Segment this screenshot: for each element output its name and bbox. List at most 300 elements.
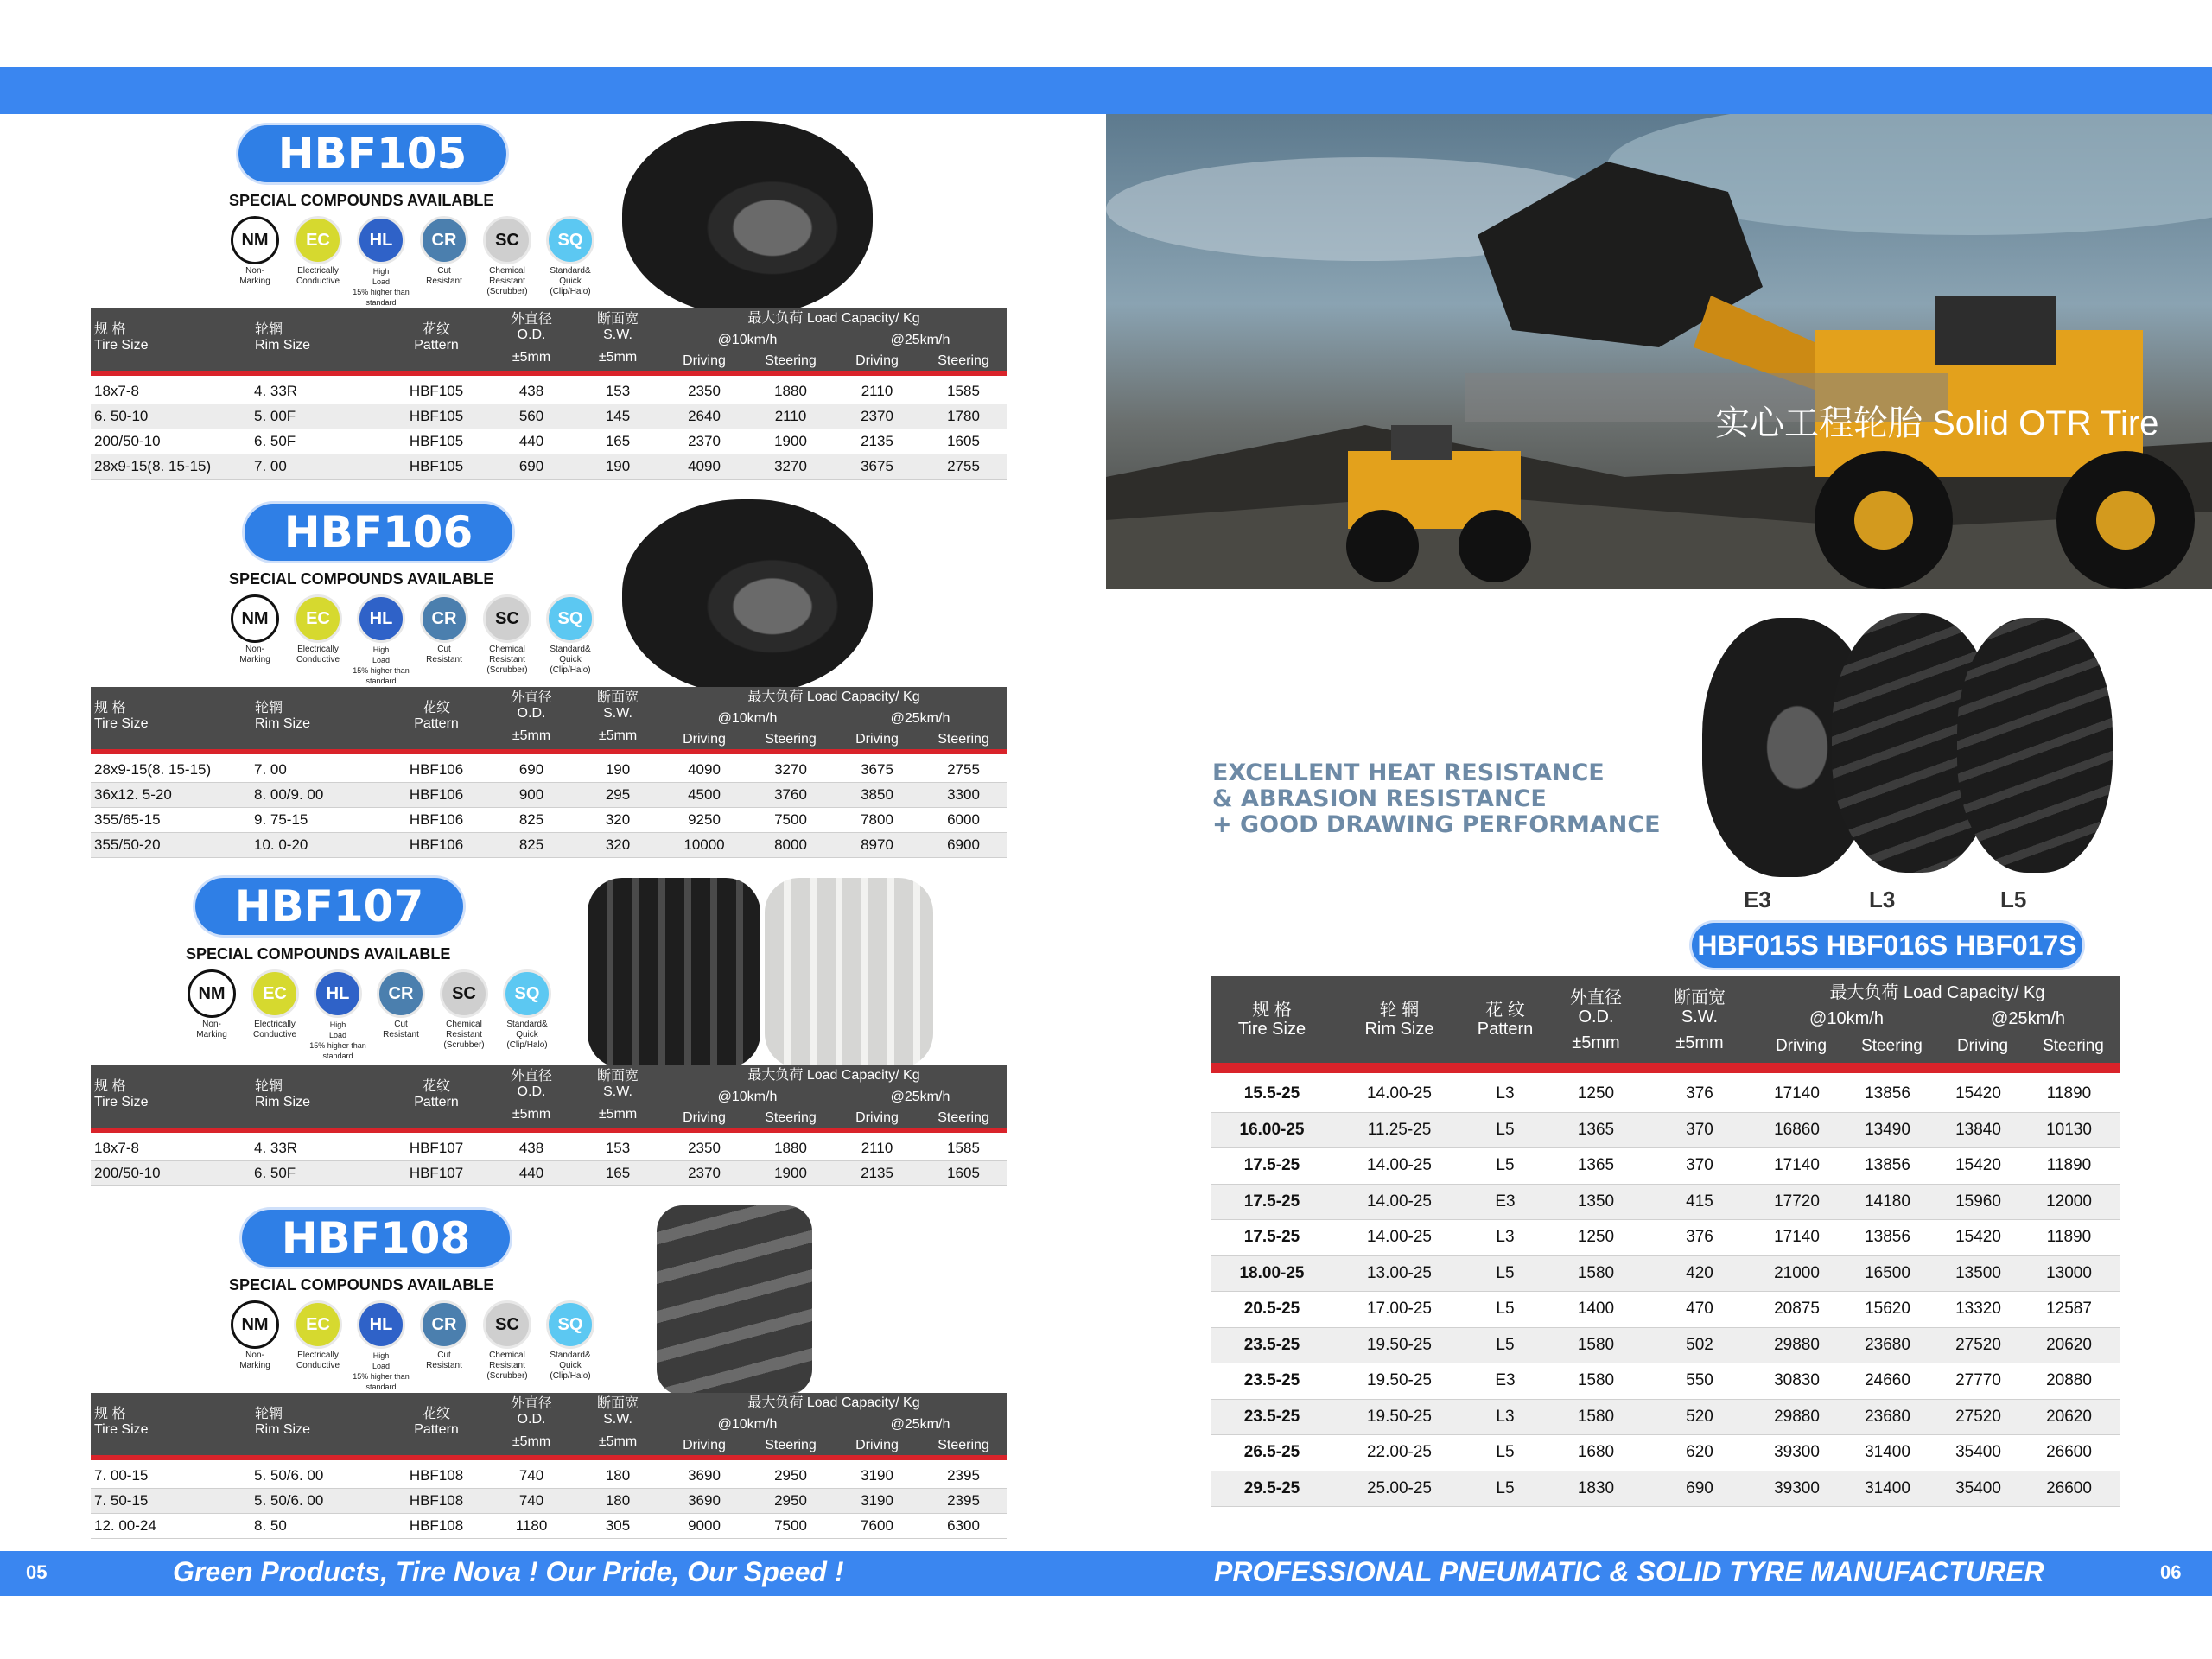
otr-table-cell: L5 [1496, 1300, 1515, 1319]
table-row [91, 1464, 1007, 1489]
compound-sq-icon: SQ [546, 216, 594, 264]
table-cell: 6. 50F [254, 1165, 296, 1181]
otr-table-cell: 376 [1686, 1084, 1713, 1103]
compound-sc-icon: SC [483, 594, 531, 643]
otr-h-rim-cn: 轮 辋 [1379, 1001, 1420, 1020]
table-row [91, 783, 1007, 808]
otr-table-cell: 18.00-25 [1239, 1263, 1305, 1282]
model-tyre-image [622, 121, 873, 315]
table-header [91, 1393, 1007, 1455]
table-cell: 2395 [947, 1492, 980, 1509]
otr-table-cell: 1250 [1577, 1228, 1615, 1247]
table-cell: 18x7-8 [94, 1140, 139, 1156]
page-number-left: 05 [26, 1561, 48, 1583]
otr-table-cell: 550 [1686, 1371, 1713, 1390]
table-cell: 7500 [774, 811, 807, 828]
compound-cr-label: Cut Resistant [383, 1020, 419, 1039]
otr-table-cell: 15620 [1865, 1300, 1910, 1319]
otr-h-sw-tol: ±5mm [1675, 1033, 1724, 1052]
h-driving: Driving [683, 732, 726, 747]
otr-table-cell: 470 [1686, 1300, 1713, 1319]
otr-table-cell: E3 [1495, 1192, 1516, 1211]
h-load: 最大负荷 Load Capacity/ Kg [747, 1395, 920, 1410]
table-cell: 18x7-8 [94, 383, 139, 399]
h-size: 规 格 Tire Size [94, 701, 149, 731]
table-cell: 4090 [688, 761, 721, 778]
otr-table-row [1211, 1185, 2120, 1221]
table-cell: HBF105 [409, 383, 464, 399]
table-cell: HBF108 [409, 1492, 464, 1509]
compound-nm-icon: NM [231, 594, 279, 643]
otr-table-cell: 17140 [1774, 1228, 1820, 1247]
table-cell: 320 [605, 811, 631, 828]
table-cell: 2135 [861, 1165, 893, 1181]
otr-table-cell: L3 [1496, 1407, 1515, 1426]
otr-table-cell: 17.00-25 [1366, 1300, 1432, 1319]
table-cell: 690 [518, 761, 544, 778]
compound-hl-label: High Load 15% higher than standard [353, 267, 410, 307]
otr-table-cell: 12000 [2046, 1192, 2092, 1211]
compound-nm-icon: NM [231, 1300, 279, 1349]
otr-table-header [1211, 976, 2120, 1063]
h-size: 规 格 Tire Size [94, 1407, 149, 1437]
h-load: 最大负荷 Load Capacity/ Kg [747, 311, 920, 326]
table-cell: 825 [518, 811, 544, 828]
otr-h-pattern-en: Pattern [1477, 1020, 1534, 1039]
h-driving: Driving [855, 1110, 899, 1125]
table-cell: HBF105 [409, 433, 464, 449]
compound-sc-label: Chemical Resistant (Scrubber) [486, 1351, 528, 1381]
table-cell: 2110 [774, 408, 807, 424]
otr-table-cell: 415 [1686, 1192, 1713, 1211]
table-row [91, 1514, 1007, 1539]
table-cell: 355/50-20 [94, 836, 161, 853]
otr-table-cell: L5 [1496, 1443, 1515, 1462]
h-driving: Driving [855, 1438, 899, 1452]
otr-header-red-rule [1211, 1063, 2120, 1073]
table-cell: 7800 [861, 811, 893, 828]
table-cell: 2950 [774, 1467, 807, 1484]
special-compounds-label: SPECIAL COMPOUNDS AVAILABLE [186, 945, 451, 963]
otr-table-cell: 11890 [2046, 1228, 2092, 1247]
table-cell: 7. 00 [254, 761, 287, 778]
otr-table-cell: L3 [1496, 1084, 1515, 1103]
table-cell: 7500 [774, 1517, 807, 1534]
compound-ec-icon: EC [294, 594, 342, 643]
model-tyre-image [622, 499, 873, 694]
otr-table-cell: 39300 [1774, 1478, 1820, 1497]
table-cell: 6000 [947, 811, 980, 828]
h-driving: Driving [855, 732, 899, 747]
compound-cr-label: Cut Resistant [426, 645, 462, 664]
otr-table-row [1211, 1220, 2120, 1256]
otr-table-row [1211, 1256, 2120, 1293]
otr-table-row [1211, 1113, 2120, 1149]
otr-table-cell: 15420 [1955, 1084, 2001, 1103]
compound-sc-icon: SC [483, 1300, 531, 1349]
compound-sc-label: Chemical Resistant (Scrubber) [486, 266, 528, 296]
table-cell: 4090 [688, 458, 721, 474]
table-cell: 6. 50-10 [94, 408, 149, 424]
otr-h-speed25: @25km/h [1991, 1009, 2065, 1028]
h-rim: 轮辋 Rim Size [255, 701, 311, 731]
table-cell: 190 [605, 761, 631, 778]
otr-h-od-en: O.D. [1578, 1007, 1614, 1027]
table-cell: 9000 [688, 1517, 721, 1534]
table-row [91, 379, 1007, 404]
otr-table-cell: 23680 [1865, 1407, 1910, 1426]
h-pattern: 花纹 Pattern [414, 1407, 459, 1437]
model-tyre-image [657, 1205, 812, 1395]
table-cell: 28x9-15(8. 15-15) [94, 458, 212, 474]
compound-ec-label: Electrically Conductive [296, 645, 340, 664]
table-cell: 2755 [947, 761, 980, 778]
otr-table-cell: 420 [1686, 1263, 1713, 1282]
compound-hl-label: High Load 15% higher than standard [353, 645, 410, 685]
table-cell: 3190 [861, 1467, 893, 1484]
model-spec-table [91, 687, 1007, 858]
otr-table-cell: 17.5-25 [1243, 1228, 1300, 1247]
otr-table-cell: 29880 [1774, 1407, 1820, 1426]
otr-table-cell: 13856 [1865, 1084, 1910, 1103]
compound-nm-label: Non- Marking [196, 1020, 227, 1039]
compound-sq-label: Standard& Quick (Clip/Halo) [506, 1020, 548, 1050]
otr-table-cell: 17140 [1774, 1156, 1820, 1175]
model-title-pill: HBF107 [195, 878, 463, 935]
otr-table-row [1211, 1328, 2120, 1364]
otr-table-cell: 13856 [1865, 1156, 1910, 1175]
h-od: 外直径 O.D. ±5mm [510, 312, 552, 365]
table-cell: 8000 [774, 836, 807, 853]
table-cell: 7. 00-15 [94, 1467, 149, 1484]
otr-table-cell: 10130 [2046, 1120, 2092, 1139]
compound-nm-icon: NM [188, 969, 236, 1018]
otr-spec-table [1211, 976, 2120, 1507]
otr-table-cell: 502 [1686, 1335, 1713, 1354]
feature-3: + GOOD DRAWING PERFORMANCE [1212, 811, 1661, 838]
otr-table-cell: 22.00-25 [1366, 1443, 1432, 1462]
otr-table-cell: 27770 [1955, 1371, 2001, 1390]
table-cell: 1780 [947, 408, 980, 424]
otr-table-cell: 20620 [2046, 1407, 2092, 1426]
compound-sq-label: Standard& Quick (Clip/Halo) [550, 645, 591, 675]
feature-list [1212, 760, 1661, 838]
otr-table-cell: 19.50-25 [1366, 1335, 1432, 1354]
table-cell: 5. 00F [254, 408, 296, 424]
otr-table-cell: 24660 [1865, 1371, 1910, 1390]
table-body [91, 754, 1007, 858]
otr-h-load: 最大负荷 Load Capacity/ Kg [1829, 983, 2045, 1002]
table-cell: 28x9-15(8. 15-15) [94, 761, 212, 778]
table-cell: 200/50-10 [94, 433, 161, 449]
table-row [91, 429, 1007, 454]
table-cell: 10. 0-20 [254, 836, 308, 853]
top-banner-bar [0, 67, 2212, 114]
otr-table-cell: E3 [1495, 1371, 1516, 1390]
table-cell: 7. 00 [254, 458, 287, 474]
table-cell: 1180 [515, 1517, 548, 1534]
h-speed10: @10km/h [717, 333, 778, 347]
otr-table-row [1211, 1077, 2120, 1113]
h-steering: Steering [765, 732, 817, 747]
table-cell: 440 [518, 1165, 544, 1181]
table-cell: 1605 [947, 433, 980, 449]
h-steering: Steering [765, 1438, 817, 1452]
model-title-pill: HBF108 [242, 1210, 510, 1267]
table-cell: 7600 [861, 1517, 893, 1534]
table-row [91, 1136, 1007, 1161]
otr-table-cell: 376 [1686, 1228, 1713, 1247]
otr-table-cell: 17140 [1774, 1084, 1820, 1103]
model-section-hbf105 [0, 121, 1106, 501]
h-speed10: @10km/h [717, 711, 778, 726]
compound-sq-label: Standard& Quick (Clip/Halo) [550, 1351, 591, 1381]
otr-h-size-cn: 规 格 [1252, 1001, 1292, 1020]
otr-table-cell: 29.5-25 [1243, 1478, 1300, 1497]
compound-cr-icon: CR [420, 594, 468, 643]
table-cell: 440 [518, 433, 544, 449]
otr-table-cell: 690 [1686, 1478, 1713, 1497]
table-cell: 9. 75-15 [254, 811, 308, 828]
table-cell: 10000 [683, 836, 725, 853]
table-header [91, 308, 1007, 371]
table-cell: 36x12. 5-20 [94, 786, 172, 803]
model-spec-table [91, 308, 1007, 480]
model-section-hbf108 [0, 1205, 1106, 1586]
otr-table-cell: 1580 [1577, 1263, 1615, 1282]
compound-hl-icon: HL [357, 594, 405, 643]
otr-h-speed10: @10km/h [1809, 1009, 1884, 1028]
table-cell: 6300 [947, 1517, 980, 1534]
table-row [91, 404, 1007, 429]
table-cell: 1900 [774, 433, 807, 449]
table-cell: 1585 [947, 383, 980, 399]
h-driving: Driving [683, 353, 726, 368]
otr-table-cell: 15.5-25 [1243, 1084, 1300, 1103]
table-cell: 305 [605, 1517, 631, 1534]
pattern-label-l5: L5 [2000, 887, 2027, 912]
table-cell: 5. 50/6. 00 [254, 1467, 324, 1484]
compound-sq-icon: SQ [546, 594, 594, 643]
table-cell: 560 [518, 408, 544, 424]
h-od: 外直径 O.D. ±5mm [510, 1396, 552, 1449]
table-cell: HBF108 [409, 1467, 464, 1484]
table-cell: 438 [518, 1140, 544, 1156]
otr-h-od-cn: 外直径 [1570, 988, 1622, 1007]
otr-table-cell: 11890 [2046, 1156, 2092, 1175]
h-size: 规 格 Tire Size [94, 1079, 149, 1109]
model-title-pill: HBF105 [238, 125, 506, 182]
otr-h-driving-25: Driving [1956, 1037, 2009, 1055]
otr-table-cell: 31400 [1865, 1443, 1910, 1462]
table-cell: 180 [605, 1492, 631, 1509]
otr-table-cell: 17720 [1774, 1192, 1820, 1211]
table-cell: 740 [518, 1467, 544, 1484]
table-cell: 190 [605, 458, 631, 474]
otr-table-cell: 13840 [1955, 1120, 2001, 1139]
otr-table-cell: 26600 [2046, 1478, 2092, 1497]
table-cell: 2370 [688, 433, 721, 449]
otr-table-cell: L5 [1496, 1263, 1515, 1282]
table-cell: HBF106 [409, 786, 464, 803]
table-cell: HBF106 [409, 811, 464, 828]
otr-table-cell: L5 [1496, 1156, 1515, 1175]
h-steering: Steering [765, 353, 817, 368]
table-cell: HBF105 [409, 408, 464, 424]
otr-table-cell: 16.00-25 [1239, 1120, 1305, 1139]
model-title-pill: HBF106 [245, 504, 512, 561]
otr-tyres-image [1694, 613, 2108, 890]
otr-table-row [1211, 1471, 2120, 1508]
h-sw: 断面宽 S.W. ±5mm [596, 1396, 639, 1449]
table-header [91, 1065, 1007, 1128]
h-pattern: 花纹 Pattern [414, 701, 459, 731]
special-compounds-label: SPECIAL COMPOUNDS AVAILABLE [229, 192, 494, 209]
table-cell: HBF106 [409, 761, 464, 778]
otr-table-cell: 39300 [1774, 1443, 1820, 1462]
compound-sc-icon: SC [483, 216, 531, 264]
h-driving: Driving [683, 1110, 726, 1125]
table-row [91, 1161, 1007, 1186]
table-header [91, 687, 1007, 749]
table-cell: 2110 [861, 383, 893, 399]
otr-table-row [1211, 1148, 2120, 1185]
compound-hl-label: High Load 15% higher than standard [309, 1020, 366, 1060]
table-cell: 2350 [688, 1140, 721, 1156]
compound-ec-icon: EC [294, 1300, 342, 1349]
compound-ec-icon: EC [294, 216, 342, 264]
otr-table-cell: 13320 [1955, 1300, 2001, 1319]
table-cell: 3270 [774, 761, 807, 778]
otr-table-row [1211, 1435, 2120, 1471]
table-cell: 3675 [861, 458, 893, 474]
feature-1: EXCELLENT HEAT RESISTANCE [1212, 760, 1605, 786]
table-cell: 12. 00-24 [94, 1517, 156, 1534]
otr-table-cell: 16500 [1865, 1263, 1910, 1282]
otr-h-size-en: Tire Size [1237, 1020, 1306, 1039]
otr-table-cell: L5 [1496, 1478, 1515, 1497]
table-cell: HBF107 [409, 1165, 464, 1181]
h-pattern: 花纹 Pattern [414, 322, 459, 353]
table-cell: 355/65-15 [94, 811, 161, 828]
table-row [91, 833, 1007, 858]
compound-hl-label: High Load 15% higher than standard [353, 1351, 410, 1391]
otr-table-cell: 1350 [1577, 1192, 1615, 1211]
otr-table-cell: 11.25-25 [1367, 1120, 1432, 1139]
page-number-right: 06 [2160, 1561, 2182, 1583]
h-speed25: @25km/h [890, 333, 950, 347]
left-slogan: Green Products, Tire Nova ! Our Pride, Our Speed ! [173, 1556, 844, 1587]
otr-h-steering-25: Steering [2043, 1037, 2104, 1055]
h-od: 外直径 O.D. ±5mm [510, 1069, 552, 1122]
table-cell: 3760 [774, 786, 807, 803]
otr-table-cell: 14.00-25 [1366, 1228, 1432, 1247]
otr-table-cell: 620 [1686, 1443, 1713, 1462]
table-row [91, 808, 1007, 833]
otr-table-cell: 19.50-25 [1366, 1371, 1432, 1390]
otr-h-pattern-cn: 花 纹 [1485, 1001, 1525, 1020]
otr-table-cell: 370 [1686, 1120, 1713, 1139]
h-driving: Driving [855, 353, 899, 368]
h-steering: Steering [938, 732, 989, 747]
otr-table-cell: 30830 [1774, 1371, 1820, 1390]
compound-sq-icon: SQ [503, 969, 551, 1018]
otr-table-cell: L3 [1496, 1228, 1515, 1247]
special-compounds-label: SPECIAL COMPOUNDS AVAILABLE [229, 1276, 494, 1294]
compound-sc-label: Chemical Resistant (Scrubber) [443, 1020, 485, 1050]
table-cell: HBF107 [409, 1140, 464, 1156]
table-cell: 2640 [688, 408, 721, 424]
table-cell: 1605 [947, 1165, 980, 1181]
h-steering: Steering [938, 353, 989, 368]
compound-ec-icon: EC [251, 969, 299, 1018]
table-cell: HBF105 [409, 458, 464, 474]
compound-hl-icon: HL [357, 216, 405, 264]
otr-table-cell: 23.5-25 [1243, 1335, 1300, 1354]
otr-h-sw-en: S.W. [1681, 1007, 1719, 1027]
otr-table-cell: 29880 [1774, 1335, 1820, 1354]
h-speed25: @25km/h [890, 1090, 950, 1104]
table-cell: 4500 [688, 786, 721, 803]
otr-table-cell: 12587 [2046, 1300, 2092, 1319]
model-section-hbf107 [0, 878, 1106, 1258]
otr-table-row [1211, 1292, 2120, 1328]
table-cell: 3675 [861, 761, 893, 778]
compound-hl-icon: HL [357, 1300, 405, 1349]
feature-2: & ABRASION RESISTANCE [1212, 785, 1547, 812]
otr-table-cell: 1365 [1577, 1120, 1615, 1139]
table-cell: 3850 [861, 786, 893, 803]
compound-cr-icon: CR [420, 1300, 468, 1349]
table-cell: 4. 33R [254, 383, 298, 399]
model-spec-table [91, 1065, 1007, 1186]
h-sw: 断面宽 S.W. ±5mm [596, 1069, 639, 1122]
hero-photo [1106, 114, 2212, 589]
h-speed10: @10km/h [717, 1417, 778, 1432]
table-cell: 1900 [774, 1165, 807, 1181]
otr-table-cell: 26600 [2046, 1443, 2092, 1462]
otr-table-cell: 1680 [1577, 1443, 1615, 1462]
table-cell: 438 [518, 383, 544, 399]
otr-table-cell: 35400 [1955, 1478, 2001, 1497]
otr-table-cell: L5 [1496, 1335, 1515, 1354]
h-steering: Steering [938, 1438, 989, 1452]
table-cell: 690 [518, 458, 544, 474]
otr-table-body [1211, 1073, 2120, 1507]
compound-ec-label: Electrically Conductive [252, 1020, 297, 1039]
h-steering: Steering [938, 1110, 989, 1125]
otr-table-cell: 1580 [1577, 1335, 1615, 1354]
compound-sc-icon: SC [440, 969, 488, 1018]
hero-caption: 实心工程轮胎 Solid OTR Tire [1715, 404, 2159, 442]
h-load: 最大负荷 Load Capacity/ Kg [747, 690, 920, 704]
otr-table-cell: 14180 [1865, 1192, 1910, 1211]
table-cell: 2135 [861, 433, 893, 449]
table-cell: 6900 [947, 836, 980, 853]
table-cell: 153 [605, 383, 631, 399]
otr-table-cell: 27520 [1955, 1335, 2001, 1354]
table-cell: 165 [605, 1165, 631, 1181]
otr-table-cell: L5 [1496, 1120, 1515, 1139]
otr-h-sw-cn: 断面宽 [1674, 988, 1726, 1007]
table-cell: 7. 50-15 [94, 1492, 149, 1509]
otr-table-cell: 14.00-25 [1366, 1192, 1432, 1211]
pattern-label-e3: E3 [1744, 887, 1771, 912]
model-spec-table [91, 1393, 1007, 1539]
compound-cr-icon: CR [377, 969, 425, 1018]
h-pattern: 花纹 Pattern [414, 1079, 459, 1109]
table-cell: 1880 [774, 383, 807, 399]
